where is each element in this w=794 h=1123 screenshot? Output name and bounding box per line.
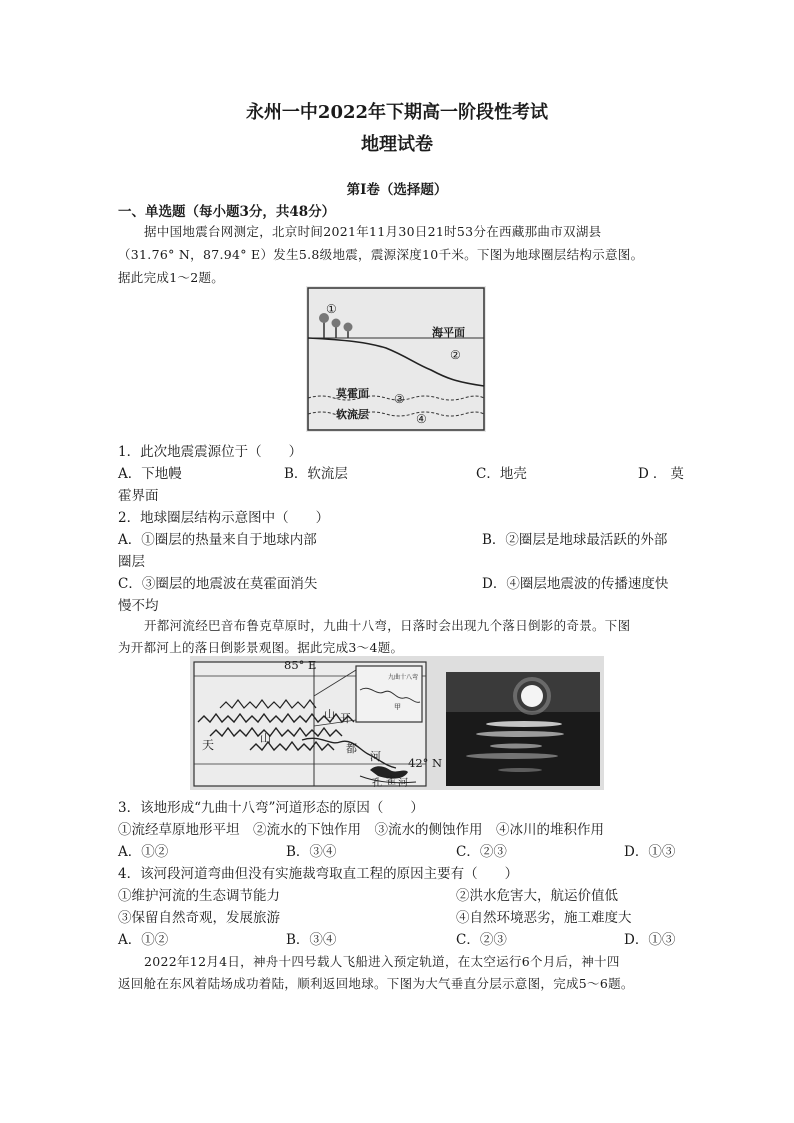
q3-stem: 3．该地形成“九曲十八弯”河道形态的原因（ ） — [118, 800, 424, 816]
q4-statement-2: ②洪水危害大，航运价值低 — [456, 888, 618, 904]
q4-stem: 4．该河段河道弯曲但没有实施裁弯取直工程的原因主要有（ ） — [118, 866, 519, 882]
kaidu-river-figure — [190, 656, 604, 790]
map-label-kai: 开 — [340, 712, 351, 725]
q4-statement-1: ①维护河流的生态调节能力 — [118, 888, 280, 904]
inset-label: 九曲十八弯 — [388, 674, 419, 681]
map-label-shan: 山 — [260, 732, 271, 745]
longitude-label: 85° E — [284, 658, 317, 672]
q2-option-b: B．②圈层是地球最活跃的外部 — [482, 532, 668, 548]
q4-option-b: B．③④ — [286, 932, 337, 948]
page-title: 永州一中2022年下期高一阶段性考试 — [245, 102, 549, 123]
q1-stem: 1．此次地震震源位于（ ） — [118, 444, 303, 460]
q3-option-a: A．①② — [118, 844, 169, 860]
intro1-line1: 据中国地震台网测定，北京时间2021年11月30日21时53分在西藏那曲市双湖县 — [144, 224, 602, 239]
intro1-line2: （31.76° N，87.94° E）发生5.8级地震，震源深度10千米。下图为地球圈层结构示意图。 — [118, 247, 644, 262]
intro3-line2: 返回舱在东风着陆场成功着陆，顺利返回地球。下图为大气垂直分层示意图，完成5～6题。 — [118, 976, 634, 991]
q2-stem: 2．地球圈层结构示意图中（ ） — [118, 510, 330, 526]
intro2-line2: 为开都河上的落日倒影景观图。据此完成3～4题。 — [118, 640, 404, 655]
marker-2: ② — [450, 348, 461, 362]
q4-statement-4: ④自然环境恶劣，施工难度大 — [456, 910, 632, 926]
q2-option-a: A．①圈层的热量来自于地球内部 — [118, 532, 317, 548]
section-heading: 一、单选题（每小题3分，共48分） — [118, 204, 336, 220]
marker-1: ① — [326, 302, 337, 316]
q3-option-c: C．②③ — [456, 844, 507, 860]
q3-option-d: D．①③ — [624, 844, 676, 860]
page-subtitle: 地理试卷 — [361, 134, 433, 155]
marker-3: ③ — [394, 392, 405, 406]
map-label-que: 雀 — [386, 776, 396, 787]
q4-option-a: A．①② — [118, 932, 169, 948]
q1-option-c: C．地壳 — [476, 466, 527, 482]
intro1-line3: 据此完成1～2题。 — [118, 270, 225, 285]
map-label-du: 都 — [346, 742, 357, 755]
intro3-line1: 2022年12月4日，神舟十四号载人飞船进入预定轨道，在太空运行6个月后，神十四 — [144, 954, 620, 969]
section-part: 第Ⅰ卷（选择题） — [346, 182, 448, 198]
map-label-he-2: 河 — [398, 778, 408, 789]
map-label-tian: 天 — [202, 738, 215, 752]
q4-option-d: D．①③ — [624, 932, 676, 948]
q1-option-a: A．下地幔 — [118, 466, 182, 482]
q1-option-d-cont: 霍界面 — [118, 488, 159, 504]
q2-option-d: D．④圈层地震波的传播速度快 — [482, 576, 669, 592]
q3-option-b: B．③④ — [286, 844, 337, 860]
asthenosphere-label: 软流层 — [336, 408, 369, 421]
sea-level-label: 海平面 — [432, 326, 465, 339]
q1-option-b: B．软流层 — [284, 466, 348, 482]
inset-label-jia: 甲 — [394, 703, 401, 711]
map-label-he: 河 — [370, 750, 381, 763]
q2-option-b-cont: 圈层 — [118, 554, 145, 570]
map-label-kong: 孔 — [372, 778, 382, 789]
q3-statements: ①流经草原地形平坦 ②流水的下蚀作用 ③流水的侧蚀作用 ④冰川的堆积作用 — [118, 822, 604, 838]
q4-option-c: C．②③ — [456, 932, 507, 948]
q2-option-c: C．③圈层的地震波在莫霍面消失 — [118, 576, 318, 592]
latitude-label: 42° N — [408, 756, 443, 770]
earth-layers-figure — [306, 286, 486, 432]
q2-option-d-cont: 慢不均 — [118, 598, 159, 614]
intro2-line1: 开都河流经巴音布鲁克草原时，九曲十八弯，日落时会出现九个落日倒影的奇景。下图 — [144, 618, 631, 633]
q4-statement-3: ③保留自然奇观，发展旅游 — [118, 910, 280, 926]
q1-option-d: D．莫 — [638, 466, 688, 482]
map-label-shan-2: 山 — [324, 708, 335, 721]
moho-label: 莫霍面 — [336, 387, 369, 400]
marker-4: ④ — [416, 412, 427, 426]
